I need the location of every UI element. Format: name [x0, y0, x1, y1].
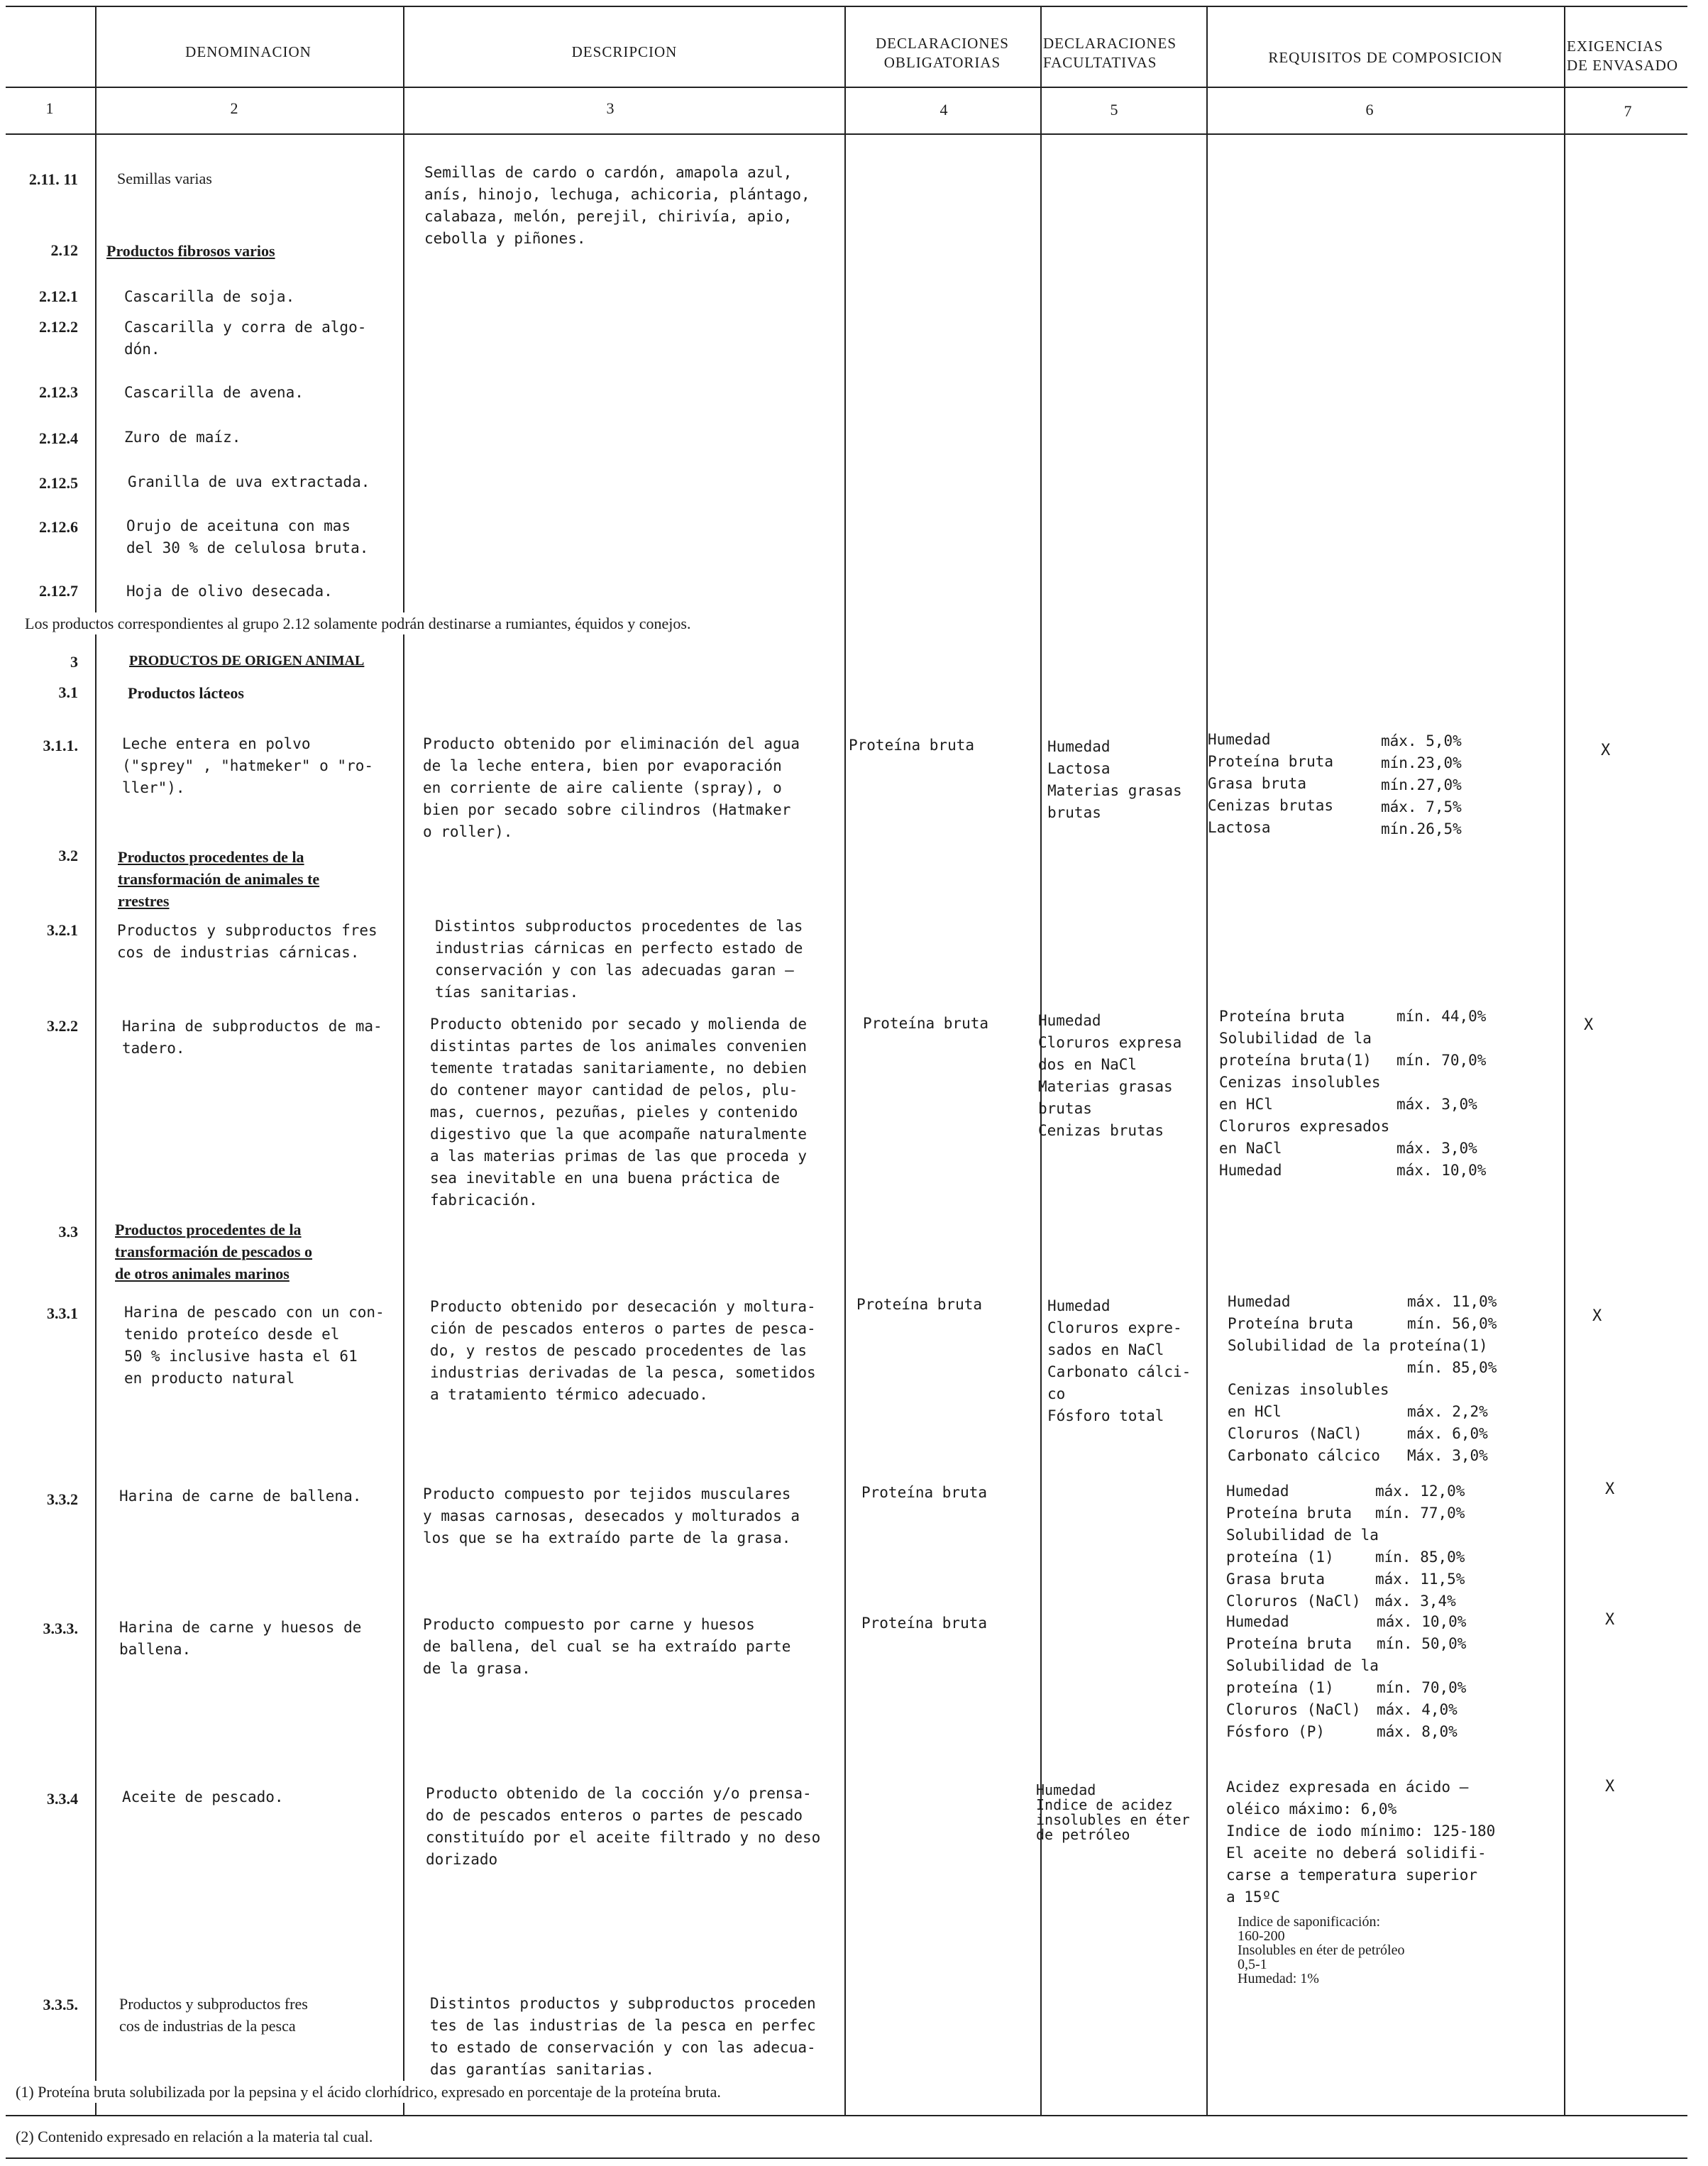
- row-descripcion: Producto obtenido de la cocción y/o prensa- do de pescados enteros o partes de pescado constituído por el aceite filtrado y no deso dorizado: [426, 1785, 821, 1868]
- row-descripcion: Producto compuesto por carne y huesos de ballena, del cual se ha extraído parte de la grasa.: [423, 1616, 791, 1677]
- footnote-rule-1: [6, 2115, 1687, 2116]
- row-code: 3.3.5.: [43, 1996, 78, 2013]
- row-denominacion: Zuro de maíz.: [124, 429, 241, 446]
- row-requisitos-values: mín. 44,0% mín. 70,0% máx. 3,0% máx. 3,0% máx. 10,0%: [1396, 1008, 1487, 1179]
- colnum-1: 1: [45, 99, 54, 117]
- row-denominacion: Semillas varias: [117, 170, 212, 187]
- row-code: 2.12.1: [39, 287, 78, 305]
- row-code: 3.2.1: [47, 921, 78, 939]
- row-denominacion: Productos fibrosos varios: [106, 242, 275, 260]
- colnum-6: 6: [1365, 101, 1374, 119]
- row-code: 3.1.1.: [43, 737, 78, 754]
- row-facultativas: Humedad Lactosa Materias grasas brutas: [1047, 738, 1182, 821]
- row-descripcion: Distintos productos y subproductos proceden tes de las industrias de la pesca en perfec to estado de conservación y con las adecua- das garantías sanitarias.: [430, 1995, 816, 2078]
- colnum-bottom-rule: [6, 133, 1687, 135]
- header-facultativas: DECLARACIONES FACULTATIVAS: [1043, 35, 1177, 71]
- row-facultativas: Humedad Cloruros expresa dos en NaCl Materias grasas brutas Cenizas brutas: [1038, 1012, 1182, 1139]
- col-divider-6: [1564, 6, 1565, 2115]
- row-descripcion: Producto obtenido por eliminación del agua de la leche entera, bien por evaporación en corriente de aire caliente (spray), o bien por secado sobre cilindros (Hatmaker o roller).: [423, 735, 800, 840]
- row-code: 2.12.6: [39, 518, 78, 536]
- group-note-212: Los productos correspondientes al grupo 2.12 solamente podrán destinarse a rumiantes, équidos y conejos.: [25, 612, 690, 634]
- row-requisitos-labels: Humedad Proteína bruta Solubilidad de la proteína (1) Cloruros (NaCl) Fósforo (P): [1226, 1613, 1379, 1740]
- row-code: 3.3.3.: [43, 1620, 78, 1637]
- row-obligatorias: Proteína bruta: [863, 1015, 989, 1032]
- table-top-rule: [6, 6, 1687, 7]
- col-divider-3: [844, 6, 846, 2115]
- table-bottom-rule: [6, 2157, 1687, 2159]
- row-code: 2.12.5: [39, 474, 78, 492]
- row-denominacion: Productos procedentes de la transformación de animales te rrestres: [118, 848, 320, 910]
- footnote-1: (1) Proteína bruta solubilizada por la pepsina y el ácido clorhídrico, expresado en porcentaje de la proteína bruta.: [16, 2081, 721, 2103]
- row-denominacion: Orujo de aceituna con mas del 30 % de celulosa bruta.: [126, 517, 369, 556]
- row-code: 3.3.1: [47, 1304, 78, 1322]
- header-composicion: REQUISITOS DE COMPOSICION: [1268, 49, 1503, 66]
- row-envasado: X: [1601, 742, 1611, 759]
- row-descripcion: Producto obtenido por desecación y moltura- ción de pescados enteros o partes de pesca- do, y restos de pescado procedentes de las industrias derivadas de la pesca, sometidos a tratamiento térmico adecuado.: [430, 1298, 816, 1403]
- row-requisitos-labels: Proteína bruta Solubilidad de la proteína bruta(1) Cenizas insolubles en HCl Cloruros expresados en NaCl Humedad: [1219, 1008, 1390, 1179]
- row-denominacion: Harina de subproductos de ma- tadero.: [122, 1018, 382, 1057]
- row-code: 2.12.7: [39, 582, 78, 600]
- row-requisitos-labels: Humedad Proteína bruta Solubilidad de la proteína (1) Grasa bruta Cloruros (NaCl): [1226, 1483, 1379, 1610]
- row-envasado: X: [1592, 1307, 1602, 1325]
- row-denominacion: Productos y subproductos fres cos de industrias de la pesca: [119, 1995, 308, 2035]
- row-descripcion: Distintos subproductos procedentes de las industrias cárnicas en perfecto estado de conservación y con las adecuadas garan — tías sanitarias.: [435, 918, 803, 1001]
- row-denominacion: Cascarilla de avena.: [124, 384, 304, 401]
- row-code: 3.3: [58, 1223, 78, 1241]
- colnum-3: 3: [606, 99, 615, 117]
- row-denominacion: Cascarilla de soja.: [124, 288, 295, 305]
- row-denominacion: Granilla de uva extractada.: [128, 473, 370, 490]
- row-obligatorias: Proteína bruta: [861, 1615, 988, 1632]
- row-code: 3.1: [58, 683, 78, 701]
- row-requisitos-values: máx. 12,0% mín. 77,0% mín. 85,0% máx. 11,5% máx. 3,4%: [1375, 1483, 1465, 1610]
- row-envasado: X: [1605, 1778, 1615, 1796]
- row-envasado: X: [1605, 1480, 1615, 1498]
- row-denominacion: Harina de carne de ballena.: [119, 1488, 362, 1505]
- row-denominacion: PRODUCTOS DE ORIGEN ANIMAL: [129, 653, 365, 669]
- row-requisitos-b: Indice de saponificación: 160-200 Insolubles en éter de petróleo 0,5-1 Humedad: 1%: [1238, 1914, 1405, 1986]
- row-denominacion: Harina de pescado con un con- tenido proteíco desde el 50 % inclusive hasta el 61 en producto natural: [124, 1304, 385, 1387]
- header-descripcion: DESCRIPCION: [571, 43, 678, 60]
- row-code: 3.2: [58, 847, 78, 864]
- row-facultativas: Humedad Indice de acidez insolubles en éter de petróleo: [1036, 1781, 1190, 1843]
- row-denominacion: Harina de carne y huesos de ballena.: [119, 1619, 362, 1658]
- row-descripcion: Producto obtenido por secado y molienda de distintas partes de los animales convenien temente tratadas sanitariamente, no debien do contener mayor cantidad de pelos, plu- mas, cuernos, pezuñas, pieles y contenido digestivo que la que acompañe naturalmente a las materias primas de las que proceda y sea inevitable en una buena práctica de fabricación.: [430, 1016, 808, 1209]
- row-code: 2.12.4: [39, 429, 78, 447]
- row-requisitos-values: máx. 10,0% mín. 50,0% mín. 70,0% máx. 4,0% máx. 8,0%: [1377, 1613, 1467, 1740]
- colnum-5: 5: [1110, 101, 1118, 119]
- row-code: 3.3.4: [47, 1790, 78, 1808]
- row-denominacion: Cascarilla y corra de algo- dón.: [124, 319, 367, 358]
- colnum-4: 4: [940, 101, 948, 119]
- row-denominacion: Aceite de pescado.: [122, 1788, 284, 1805]
- row-requisitos-labels: Humedad Proteína bruta Grasa bruta Cenizas brutas Lactosa: [1208, 731, 1334, 836]
- row-facultativas: Humedad Cloruros expre- sados en NaCl Carbonato cálci- co Fósforo total: [1047, 1297, 1191, 1424]
- footnote-2: (2) Contenido expresado en relación a la materia tal cual.: [16, 2126, 373, 2148]
- row-code: 3: [70, 653, 78, 671]
- row-code: 3.2.2: [47, 1017, 78, 1035]
- row-code: 3.3.2: [47, 1490, 78, 1508]
- row-descripcion: Semillas de cardo o cardón, amapola azul, anís, hinojo, lechuga, achicoria, plántago, calabaza, melón, perejil, chirivía, apio, cebolla y piñones.: [424, 164, 810, 247]
- row-code: 2.11. 11: [28, 170, 78, 188]
- row-denominacion: Leche entera en polvo ("sprey" , "hatmeker" o "ro- ller").: [122, 735, 374, 796]
- row-envasado: X: [1584, 1016, 1594, 1034]
- col-divider-1: [95, 6, 97, 2115]
- row-requisitos-values: máx. 11,0% mín. 56,0% mín. 85,0% máx. 2,2% máx. 6,0% Máx. 3,0%: [1407, 1293, 1497, 1464]
- header-envasado: EXIGENCIAS DE ENVASADO: [1567, 38, 1679, 74]
- col-divider-2: [403, 6, 404, 2115]
- row-obligatorias: Proteína bruta: [861, 1484, 988, 1501]
- row-requisitos-values: máx. 5,0% mín.23,0% mín.27,0% máx. 7,5% mín.26,5%: [1381, 732, 1462, 837]
- header-denominacion: DENOMINACION: [185, 43, 312, 60]
- colnum-7: 7: [1624, 102, 1632, 120]
- col-divider-5: [1206, 6, 1208, 2115]
- row-denominacion: Hoja de olivo desecada.: [126, 583, 333, 600]
- header-bottom-rule: [6, 87, 1687, 88]
- row-denominacion: Productos y subproductos fres cos de industrias cárnicas.: [117, 922, 378, 961]
- header-obligatorias: DECLARACIONES OBLIGATORIAS: [875, 35, 1009, 71]
- row-denominacion: Productos lácteos: [128, 684, 244, 702]
- row-denominacion: Productos procedentes de la transformación de pescados o de otros animales marinos: [115, 1221, 313, 1282]
- row-obligatorias: Proteína bruta: [849, 737, 975, 754]
- row-requisitos-a: Acidez expresada en ácido — oléico máximo: 6,0% Indice de iodo mínimo: 125-180 El aceite no deberá solidifi- carse a temperatura superior a 15ºC: [1226, 1779, 1496, 1906]
- row-obligatorias: Proteína bruta: [856, 1296, 983, 1313]
- row-envasado: X: [1605, 1611, 1615, 1629]
- row-code: 2.12.2: [39, 318, 78, 336]
- row-descripcion: Producto compuesto por tejidos musculares y masas carnosas, desecados y molturados a los que se ha extraído parte de la grasa.: [423, 1485, 800, 1546]
- row-code: 2.12: [50, 241, 78, 259]
- row-code: 2.12.3: [39, 383, 78, 401]
- colnum-2: 2: [230, 99, 238, 117]
- row-requisitos-labels: Humedad Proteína bruta Solubilidad de la proteína(1) Cenizas insolubles en HCl Cloruros (NaCl) Carbonato cálcico: [1228, 1293, 1488, 1464]
